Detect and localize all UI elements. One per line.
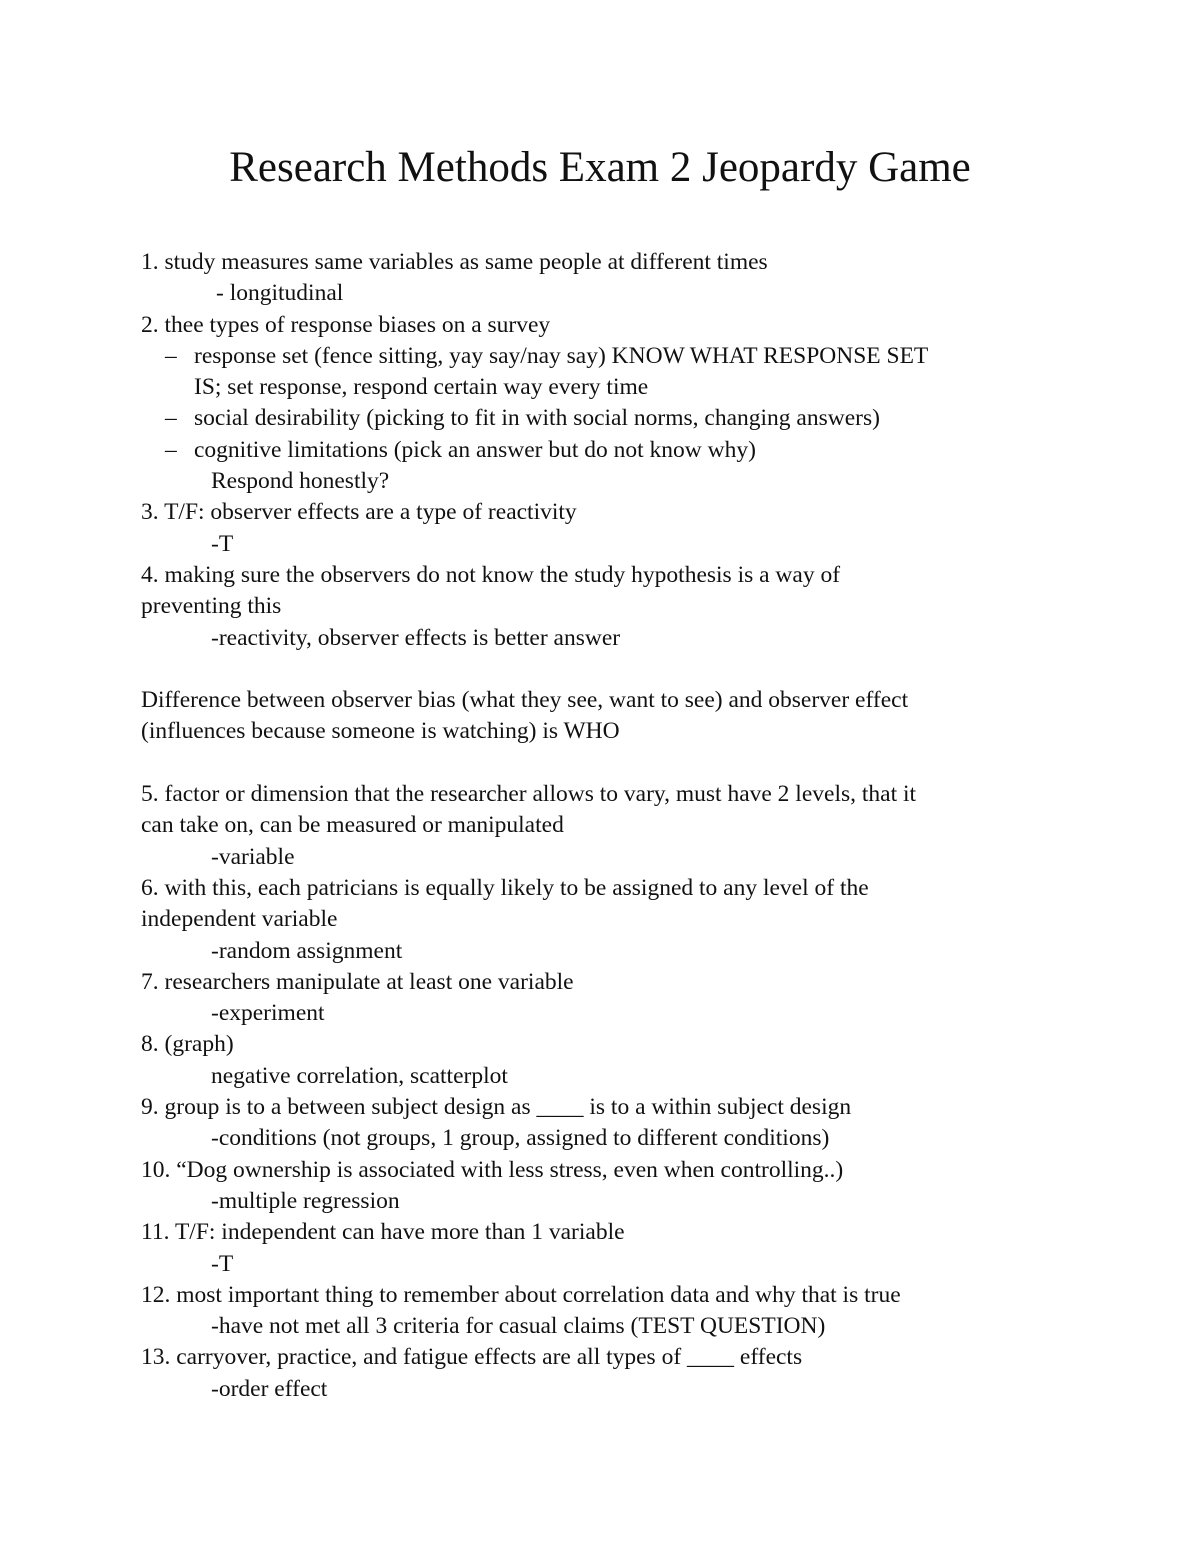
bullet-item-cognitive-limitations (141, 435, 1061, 466)
bullet-text-line: IS; set response, respond certain way every time (194, 374, 649, 401)
question-10: 10. “Dog ownership is associated with less stress, even when controlling..) (141, 1156, 844, 1183)
question-5-line-1: 5. factor or dimension that the researcher allows to vary, must have 2 levels, that it (141, 781, 917, 808)
question-1: 1. study measures same variables as same people at different times (141, 249, 768, 275)
answer-8: negative correlation, scatterplot (211, 1062, 508, 1089)
document-title: Research Methods Exam 2 Jeopardy Game (229, 144, 971, 191)
answer-9: -conditions (not groups, 1 group, assigned to different conditions) (211, 1125, 830, 1152)
answer-11: -T (211, 1250, 234, 1277)
question-9: 9. group is to a between subject design as ____ is to a within subject design (141, 1094, 852, 1121)
answer-10: -multiple regression (211, 1187, 400, 1214)
question-5-line-2: can take on, can be measured or manipulated (141, 812, 564, 839)
answer-7: -experiment (211, 1000, 325, 1027)
bullet-text-line: response set (fence sitting, yay say/nay say) KNOW WHAT RESPONSE SET (194, 342, 929, 369)
blank-line (141, 654, 1061, 685)
note-line-2: (influences because someone is watching) is WHO (141, 718, 620, 745)
bullet-item-response-set (141, 341, 1061, 404)
bullet-text-line: cognitive limitations (pick an answer but do not know why) (194, 436, 756, 463)
question-12: 12. most important thing to remember about correlation data and why that is true (141, 1281, 901, 1308)
question-6-line-1: 6. with this, each patricians is equally likely to be assigned to any level of the (141, 874, 869, 901)
note-line-1: Difference between observer bias (what they see, want to see) and observer effect (141, 687, 909, 714)
answer-6: -random assignment (211, 937, 403, 964)
question-7: 7. researchers manipulate at least one variable (141, 968, 574, 995)
bullet-item-social-desirability (141, 403, 1061, 434)
bullet-dash-icon: – (165, 436, 177, 463)
bullet-dash-icon: – (165, 342, 177, 369)
question-13: 13. carryover, practice, and fatigue effects are all types of ____ effects (141, 1344, 803, 1371)
answer-12: -have not met all 3 criteria for casual claims (TEST QUESTION) (211, 1313, 826, 1340)
answer-13: -order effect (211, 1375, 328, 1402)
answer-5: -variable (211, 843, 295, 870)
question-2: 2. thee types of response biases on a survey (141, 311, 551, 338)
question-4-line-2: preventing this (141, 593, 282, 620)
document-body (141, 247, 1061, 1405)
question-6-line-2: independent variable (141, 906, 338, 933)
question-3: 3. T/F: observer effects are a type of reactivity (141, 499, 577, 526)
bullet-text-line: social desirability (picking to fit in with social norms, changing answers) (194, 405, 880, 432)
answer-2: Respond honestly? (211, 468, 390, 495)
answer-3: -T (211, 530, 234, 557)
blank-line (141, 748, 1061, 779)
answer-1: - longitudinal (216, 280, 344, 307)
question-4-line-1: 4. making sure the observers do not know the study hypothesis is a way of (141, 561, 841, 588)
answer-4: -reactivity, observer effects is better answer (211, 624, 621, 651)
question-8: 8. (graph) (141, 1031, 234, 1058)
question-11: 11. T/F: independent can have more than 1 variable (141, 1219, 625, 1246)
bullet-dash-icon: – (165, 405, 177, 432)
